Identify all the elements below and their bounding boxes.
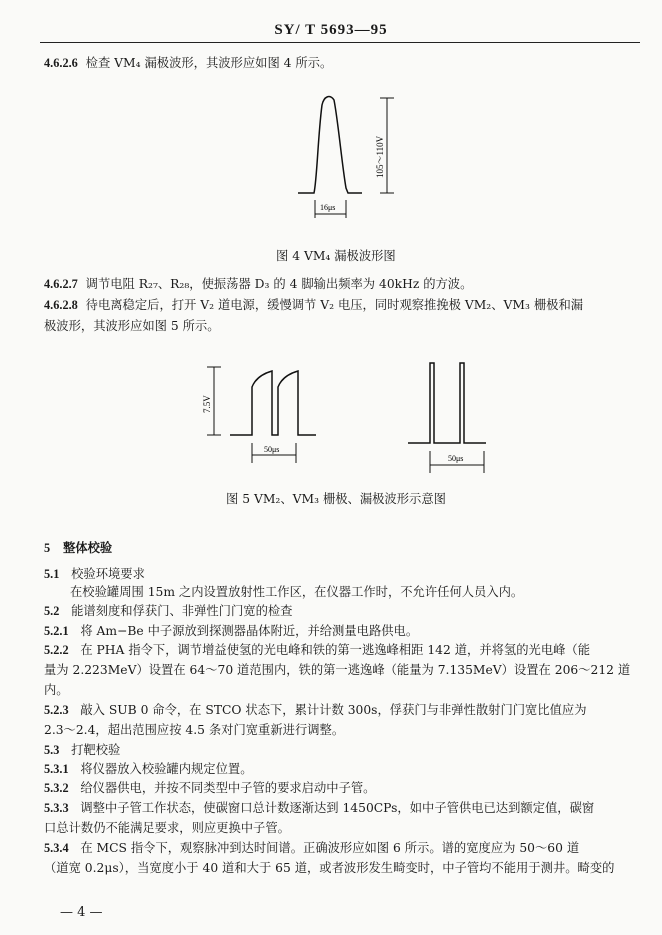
fig4-time-label: 16μs <box>320 203 336 212</box>
section-number: 4.6.2.6 <box>44 56 78 70</box>
fig5-gate-trace <box>230 371 316 435</box>
section-text: 调节电阻 R₂₇、R₂₈，使振荡器 D₃ 的 4 脚输出频率为 40kHz 的方波。 <box>85 277 473 291</box>
fig5-left-time-label: 50μs <box>264 445 280 454</box>
fig5-drain-trace <box>408 363 486 443</box>
section-number: 5.2.3 <box>44 703 69 717</box>
para-5-2-2 <box>44 642 590 658</box>
para-5-2-2-cont-2: 内。 <box>44 683 69 697</box>
heading-5-1 <box>44 566 145 582</box>
fig5-right-time-label: 50μs <box>448 454 464 463</box>
section-number: 5.3.2 <box>44 781 69 795</box>
section-number: 5.3.4 <box>44 841 69 855</box>
section-text: 在 PHA 指令下，调节增益使氢的光电峰和铁的第一逃逸峰相距 142 道，并将氢的光电峰（能 <box>80 643 591 657</box>
section-text: 检查 VM₄ 漏极波形，其波形应如图 4 所示。 <box>85 56 333 70</box>
section-title: 整体校验 <box>63 540 113 555</box>
section-number: 5.2 <box>44 604 60 618</box>
section-number: 5.2.2 <box>44 643 69 657</box>
section-title: 能谱刻度和俘获门、非弹性门门宽的检查 <box>71 604 293 618</box>
section-text: 将 Am−Be 中子源放到探测器晶体附近，并给测量电路供电。 <box>80 624 419 638</box>
section-text: 待电离稳定后，打开 V₂ 道电源，缓慢调节 V₂ 电压，同时观察推挽极 VM₂、VM₃ 栅极和漏 <box>85 298 584 312</box>
section-number: 5.3.1 <box>44 762 69 776</box>
fig5-voltage-label: 7.5V <box>202 395 212 413</box>
para-5-3-2 <box>44 780 375 796</box>
para-5-3-4-cont: （道宽 0.2μs），当宽度小于 40 道和大于 65 道，或者波形发生畸变时，中子管均不能用于测井。畸变的 <box>44 861 615 875</box>
figure-5-caption: 图 5 VM₂、VM₃ 栅极、漏极波形示意图 <box>226 492 446 506</box>
para-5-2-3 <box>44 702 587 718</box>
para-5-3-3-cont: 口总计数仍不能满足要求，则应更换中子管。 <box>44 821 290 835</box>
header-rule <box>40 42 640 43</box>
section-number: 4.6.2.7 <box>44 277 78 291</box>
section-title: 校验环境要求 <box>71 567 145 581</box>
para-5-2-1 <box>44 623 418 639</box>
para-5-3-4 <box>44 840 579 856</box>
figure-4-waveform <box>290 90 430 220</box>
page-header: SY/ T 5693—95 <box>274 22 388 38</box>
section-number: 5.1 <box>44 567 60 581</box>
para-5-3-1 <box>44 761 253 777</box>
page-number: — 4 — <box>60 905 103 920</box>
fig4-pulse-trace <box>298 97 362 193</box>
heading-5-3 <box>44 742 120 758</box>
para-5-3-3 <box>44 800 594 816</box>
figure-4-caption: 图 4 VM₄ 漏极波形图 <box>276 249 396 263</box>
heading-5-2 <box>44 603 292 619</box>
para-4-6-2-7 <box>44 276 472 292</box>
figure-5-waveform <box>190 355 510 480</box>
section-text: 给仪器供电，并按不同类型中子管的要求启动中子管。 <box>80 781 376 795</box>
section-number: 4.6.2.8 <box>44 298 78 312</box>
para-5-2-2-cont-1: 量为 2.223MeV）设置在 64～70 道范围内，铁的第一逃逸峰（能量为 7.135MeV）设置在 206～212 道 <box>44 663 631 677</box>
para-5-1-body: 在校验罐周围 15m 之内设置放射性工作区，在仪器工作时，不允许任何人员入内。 <box>70 585 524 599</box>
section-5-heading <box>44 540 112 556</box>
section-number: 5.3.3 <box>44 801 69 815</box>
section-text: 敲入 SUB 0 命令，在 STCO 状态下，累计计数 300s，俘获门与非弹性散射门门宽比值应为 <box>80 703 587 717</box>
para-4-6-2-8-cont: 极波形，其波形应如图 5 所示。 <box>44 319 220 333</box>
fig4-voltage-label: 105～110V <box>375 135 385 178</box>
section-text: 在 MCS 指令下，观察脉冲到达时间谱。正确波形应如图 6 所示。谱的宽度应为 50～60 道 <box>80 841 580 855</box>
section-number: 5.2.1 <box>44 624 69 638</box>
section-number: 5.3 <box>44 743 60 757</box>
para-5-2-3-cont: 2.3～2.4，超出范围应按 4.5 条对门宽重新进行调整。 <box>44 723 345 737</box>
section-text: 将仪器放入校验罐内规定位置。 <box>80 762 253 776</box>
section-text: 调整中子管工作状态，使碳窗口总计数逐渐达到 1450CPs，如中子管供电已达到额定值，碳窗 <box>80 801 595 815</box>
para-4-6-2-6 <box>44 55 332 71</box>
para-4-6-2-8 <box>44 297 583 313</box>
section-title: 打靶校验 <box>71 743 121 757</box>
section-number: 5 <box>44 541 51 555</box>
